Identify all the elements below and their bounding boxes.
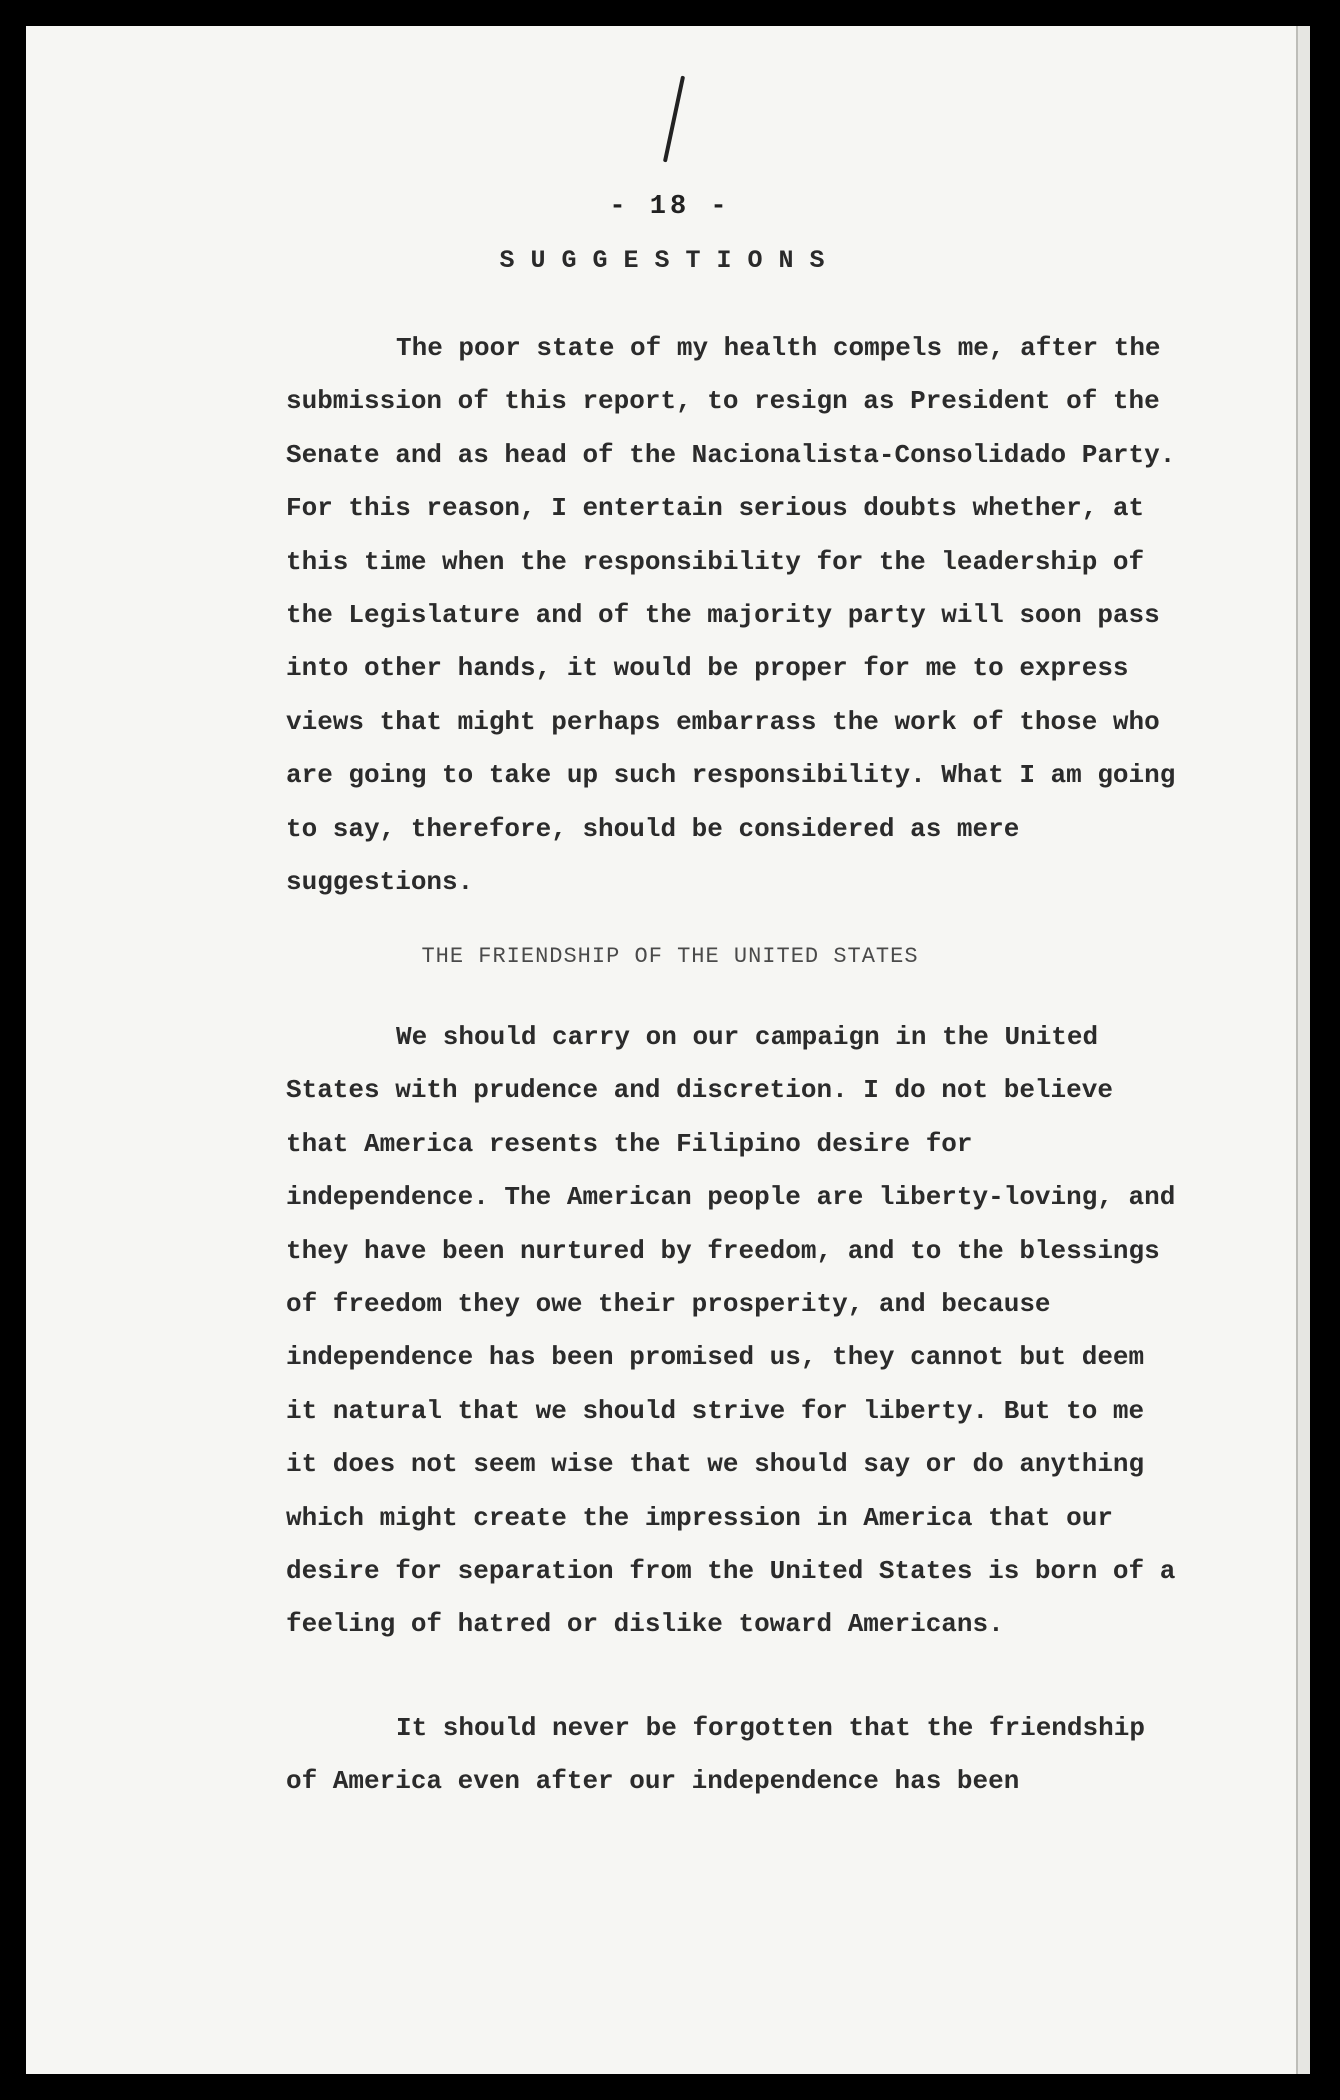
section-title: SUGGESTIONS <box>499 246 841 275</box>
page-number: - 18 - <box>609 192 731 222</box>
paragraph-campaign: We should carry on our campaign in the United States with prudence and discretion. I do not believe that America resents the Filipino desire for independence. The American people are liberty-loving, and they have been nurtured by freedom, and to the blessings of freedom they owe their prosperity, and because independence has been promised us, they cannot but deem it natural that we should strive for liberty. But to me it does not seem wise that we should say or do anything which might create the impression in America that our desire for separation from the United States is born of a feeling of hatred or dislike toward Americans. <box>286 1022 1176 1640</box>
paragraph-friendship: It should never be forgotten that the friendship of America even after our independence has been <box>286 1713 1145 1797</box>
paper-edge <box>1296 26 1310 2074</box>
paragraph-resignation: The poor state of my health compels me, after the submission of this report, to resign as President of the Senate and as head of the Nacionalista-Consolidado Party. For this reason, I entertain serious doubts whether, at this time when the responsibility for the leadership of the Legislature and of the majority party will soon pass into other hands, it would be proper for me to express views that might perhaps embarrass the work of those who are going to take up such responsibility. What I am going to say, therefore, should be considered as mere suggestions. <box>286 333 1176 898</box>
subheading-friendship: THE FRIENDSHIP OF THE UNITED STATES <box>421 944 919 969</box>
